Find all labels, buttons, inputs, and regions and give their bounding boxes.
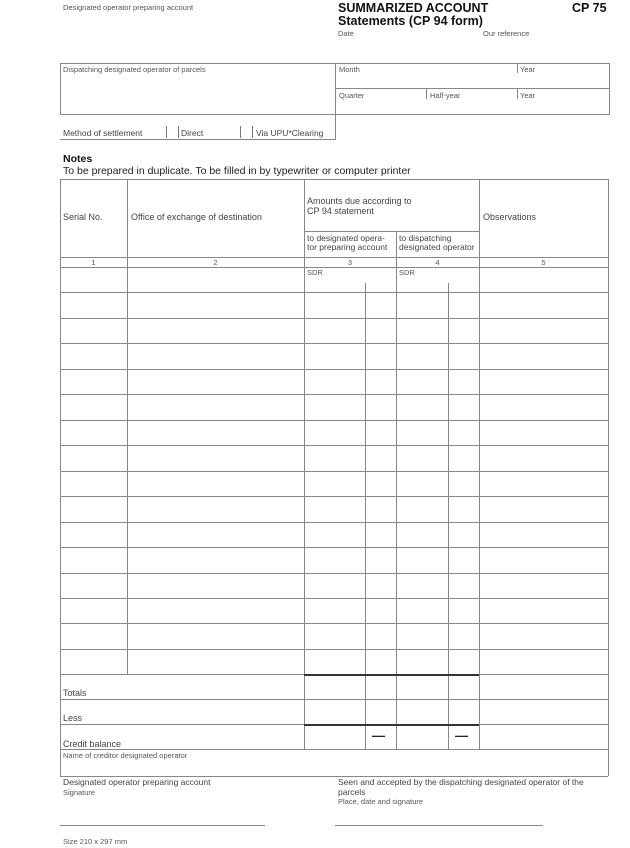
accepted-label: Seen and accepted by the dispatching designated operator of the parcels	[338, 777, 584, 797]
form-code: CP 75	[572, 1, 607, 15]
totals-label: Totals	[63, 688, 87, 698]
reference-label: Our reference	[483, 29, 530, 38]
to-preparing-header: to designated opera- tor preparing account	[307, 233, 388, 252]
col-number: 5	[541, 258, 546, 267]
half-year-label: Half-year	[430, 91, 461, 100]
direct-option-label: Direct	[181, 128, 204, 138]
settlement-label: Method of settlement	[63, 128, 143, 138]
form-subtitle: Statements (CP 94 form)	[338, 14, 483, 28]
col-number: 2	[213, 258, 218, 267]
upu-clearing-checkbox[interactable]	[240, 126, 253, 138]
office-header: Office of exchange of destination	[131, 212, 262, 222]
quarter-label: Quarter	[339, 91, 365, 100]
upu-clearing-option-label: Via UPU*Clearing	[256, 128, 324, 138]
signature-line-left	[60, 825, 265, 826]
amounts-header: Amounts due according to CP 94 statement	[307, 196, 412, 216]
col-number: 1	[91, 258, 96, 267]
date-label: Date	[338, 29, 354, 38]
form-title: SUMMARIZED ACCOUNT	[338, 1, 489, 15]
month-label: Month	[339, 65, 360, 74]
signature-line-right	[335, 825, 543, 826]
notes-heading: Notes	[63, 153, 93, 165]
notes-text: To be prepared in duplicate. To be filled in by typewriter or computer printer	[63, 165, 411, 177]
less-label: Less	[63, 713, 83, 723]
signature-label: Signature	[63, 788, 96, 797]
currency-sdr-3: SDR	[307, 268, 323, 277]
direct-checkbox[interactable]	[166, 126, 179, 138]
place-date-signature-label: Place, date and signature	[338, 797, 424, 806]
observations-header: Observations	[483, 212, 537, 222]
dispatching-operator-label: Dispatching designated operator of parcels	[63, 65, 206, 74]
col-number: 4	[435, 258, 440, 267]
size-note: Size 210 x 297 mm	[63, 837, 128, 846]
footer-preparing-label: Designated operator preparing account	[63, 777, 211, 787]
creditor-label: Name of creditor designated operator	[63, 751, 188, 760]
serial-no-header: Serial No.	[63, 212, 103, 222]
year2-label: Year	[520, 91, 536, 100]
credit-dash-4: —	[455, 728, 468, 743]
credit-balance-label: Credit balance	[63, 739, 122, 749]
currency-sdr-4: SDR	[399, 268, 415, 277]
preparing-operator-label: Designated operator preparing account	[63, 3, 194, 12]
year-label: Year	[520, 65, 536, 74]
to-dispatching-header: to dispatching designated operator	[399, 233, 475, 252]
credit-dash-3: —	[372, 728, 385, 743]
col-number: 3	[347, 258, 353, 267]
